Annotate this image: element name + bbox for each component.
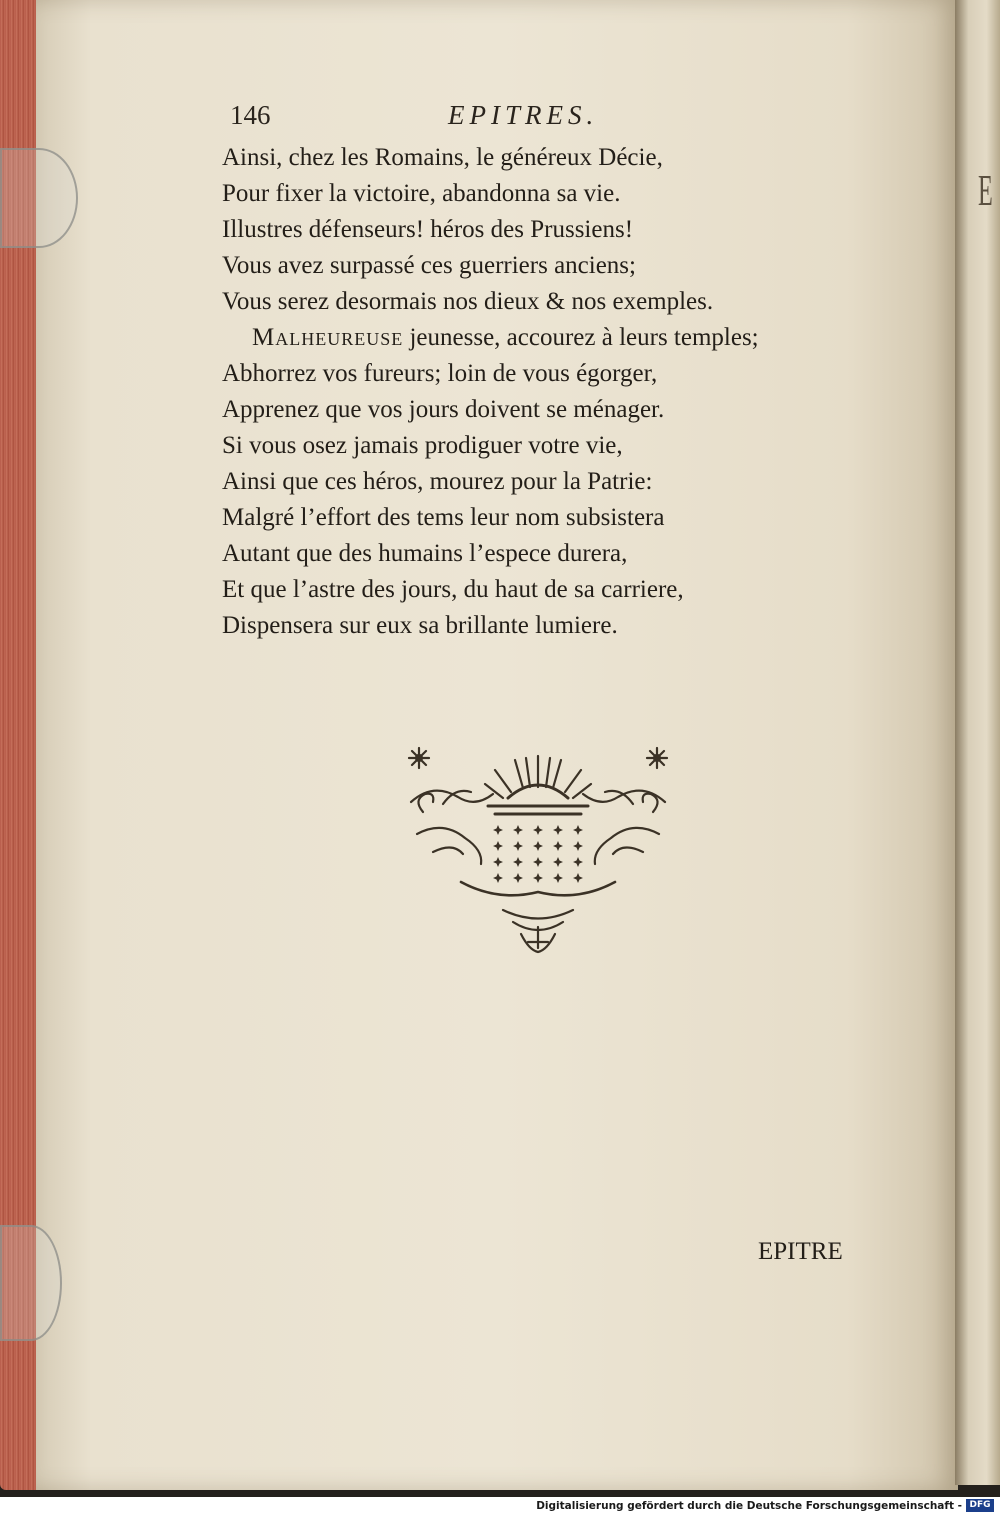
ornament-star-icon (513, 825, 523, 835)
ornament-star-icon (553, 841, 563, 851)
verse-line (222, 536, 822, 572)
ornament-star-icon (533, 857, 543, 867)
verse-line (222, 140, 822, 176)
ornament-star-icon (573, 825, 583, 835)
ornament-star-icon (553, 825, 563, 835)
verse-text: Si vous osez jamais prodiguer votre vie, (222, 432, 623, 459)
ornament-star-icon (573, 857, 583, 867)
verse-text: Pour fixer la victoire, abandonna sa vie. (222, 180, 621, 207)
verse-text: Ainsi que ces héros, mourez pour la Patrie: (222, 468, 653, 495)
verse-line (222, 212, 822, 248)
digitization-credit: Digitalisierung gefördert durch die Deutsche Forschungsgemeinschaft - (536, 1500, 962, 1512)
catchword: EPITRE (758, 1238, 843, 1265)
verse-text: Autant que des humains l’espece durera, (222, 540, 628, 567)
verse-text: Et que l’astre des jours, du haut de sa carriere, (222, 576, 684, 603)
facing-page-fragment: E (978, 166, 993, 215)
ornament-star-icon (573, 841, 583, 851)
ornament-star-icon (553, 857, 563, 867)
verse-text: Dispensera sur eux sa brillante lumiere. (222, 612, 618, 639)
flower-left-icon (409, 748, 429, 768)
verse-text: Malgré l’effort des tems leur nom subsistera (222, 504, 665, 531)
verse-text: Ainsi, chez les Romains, le généreux Décie, (222, 144, 663, 171)
ornament-star-icon (533, 873, 543, 883)
running-title: EPITRES. (448, 100, 599, 130)
facing-page-edge (955, 0, 1000, 1485)
verse-text: Abhorrez vos fureurs; loin de vous égorger, (222, 360, 658, 387)
verse-line (222, 500, 822, 536)
verse-line (222, 428, 822, 464)
poem-text (222, 140, 822, 644)
page-clip-icon (0, 1225, 62, 1341)
verse-text: jeunesse, accourez à leurs temples; (403, 324, 759, 351)
ornament-star-icon (513, 841, 523, 851)
ornament-star-icon (493, 873, 503, 883)
verse-line (222, 572, 822, 608)
verse-line (222, 356, 822, 392)
dfg-logo-icon: DFG (966, 1499, 994, 1512)
ornament-star-icon (533, 841, 543, 851)
verse-line (222, 320, 822, 356)
page-header (230, 100, 660, 136)
verse-line (222, 284, 822, 320)
verse-line (222, 176, 822, 212)
verse-line (222, 248, 822, 284)
verse-text: Illustres défenseurs! héros des Prussiens! (222, 216, 634, 243)
ornament-star-icon (513, 873, 523, 883)
page-number: 146 (230, 100, 271, 130)
ornament-star-icon (553, 873, 563, 883)
ornament-star-icon (573, 873, 583, 883)
ornament-star-icon (513, 857, 523, 867)
verse-line (222, 464, 822, 500)
ornament-star-icon (493, 825, 503, 835)
verse-line (222, 608, 822, 644)
ornament-star-icon (533, 825, 543, 835)
verse-text: Apprenez que vos jours doivent se ménager. (222, 396, 665, 423)
verse-initial-word: Malheureuse (252, 324, 404, 351)
fleuron-ornament-icon (403, 742, 673, 957)
page-clip-icon (0, 148, 78, 248)
verse-line (222, 392, 822, 428)
verse-text: Vous serez desormais nos dieux & nos exemples. (222, 288, 714, 315)
verse-text: Vous avez surpassé ces guerriers anciens; (222, 252, 636, 279)
ornament-star-icon (493, 857, 503, 867)
ornament-star-icon (493, 841, 503, 851)
flower-right-icon (647, 748, 667, 768)
